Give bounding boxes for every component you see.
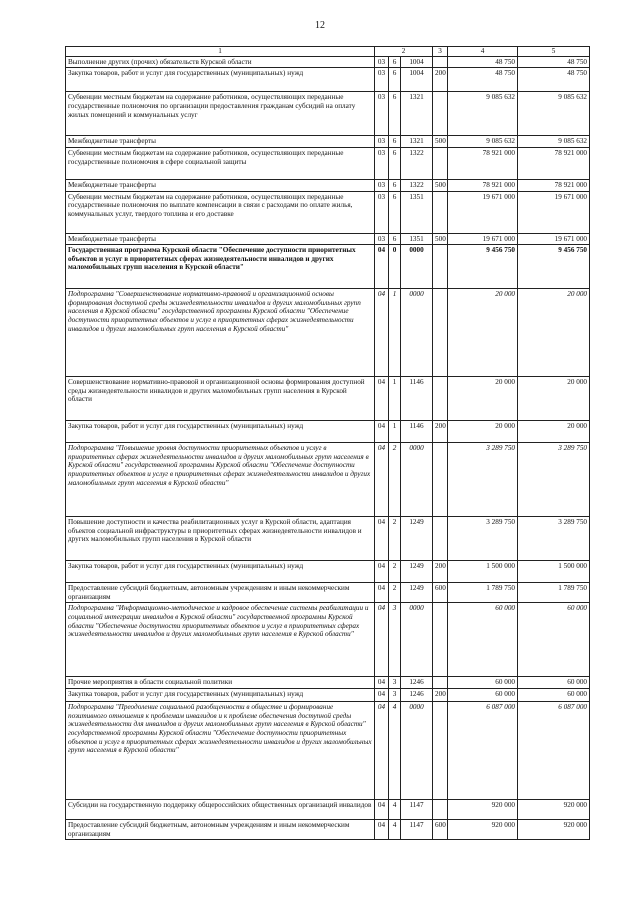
- row-name: Межбюджетные трансферты: [66, 136, 375, 148]
- amount-year-2: 3 289 750: [518, 517, 590, 561]
- row-name: Закупка товаров, работ и услуг для государственных (муниципальных) нужд: [66, 421, 375, 443]
- amount-year-2: 19 671 000: [518, 233, 590, 245]
- code-section: 03: [375, 136, 389, 148]
- code-section: 04: [375, 689, 389, 702]
- code-item: 1147: [401, 800, 433, 820]
- page-number: 12: [315, 20, 325, 31]
- code-section: 04: [375, 603, 389, 677]
- amount-year-2: 19 671 000: [518, 191, 590, 233]
- row-name: Подпрограмма "Повышение уровня доступности приоритетных объектов и услуг в приоритетных сферах жизнедеятельности инвалидов и других маломобильных групп населения в Курской области" государственной программы Курской области "Обеспечение доступности приоритетных объектов и услуг в приоритетных сферах жизнедеятельности инвалидов и других маломобильных групп населения в Курской области": [66, 443, 375, 517]
- amount-year-2: 1 789 750: [518, 583, 590, 603]
- amount-year-2: 1 500 000: [518, 561, 590, 583]
- code-expense-type: [433, 517, 448, 561]
- table-row: [66, 233, 590, 245]
- code-expense-type: [433, 443, 448, 517]
- table-row: [66, 583, 590, 603]
- row-name: Субвенции местным бюджетам на содержание работников, осуществляющих переданные государственные полномочия в сфере социальной защиты: [66, 147, 375, 179]
- code-item: 1322: [401, 147, 433, 179]
- code-expense-type: 200: [433, 421, 448, 443]
- table-row: [66, 689, 590, 702]
- code-section: 04: [375, 583, 389, 603]
- code-expense-type: [433, 245, 448, 289]
- table-row: [66, 92, 590, 136]
- amount-year-1: 3 289 750: [448, 517, 518, 561]
- code-expense-type: [433, 289, 448, 377]
- table-row: [66, 68, 590, 92]
- code-item: 1246: [401, 677, 433, 689]
- code-subsection: 0: [389, 245, 401, 289]
- code-section: 03: [375, 233, 389, 245]
- header-col-4: 4: [448, 47, 518, 57]
- row-name: Повышение доступности и качества реабилитационных услуг в Курской области, адаптация объектов социальной инфраструктуры в приоритетных сферах жизнедеятельности инвалидов и других маломобильных групп населения в Курской области: [66, 517, 375, 561]
- code-section: 04: [375, 800, 389, 820]
- code-expense-type: [433, 56, 448, 68]
- amount-year-2: 78 921 000: [518, 179, 590, 191]
- amount-year-2: 78 921 000: [518, 147, 590, 179]
- amount-year-2: 20 000: [518, 421, 590, 443]
- code-section: 04: [375, 820, 389, 840]
- table-row: [66, 443, 590, 517]
- code-expense-type: [433, 377, 448, 421]
- code-expense-type: [433, 92, 448, 136]
- amount-year-1: 19 671 000: [448, 233, 518, 245]
- code-subsection: 6: [389, 92, 401, 136]
- code-subsection: 6: [389, 179, 401, 191]
- amount-year-2: 9 085 632: [518, 136, 590, 148]
- amount-year-1: 9 456 750: [448, 245, 518, 289]
- amount-year-1: 1 789 750: [448, 583, 518, 603]
- code-section: 03: [375, 191, 389, 233]
- code-expense-type: 200: [433, 68, 448, 92]
- table-row: [66, 421, 590, 443]
- amount-year-1: 9 085 632: [448, 92, 518, 136]
- code-item: 0000: [401, 603, 433, 677]
- code-expense-type: 500: [433, 136, 448, 148]
- table-row: [66, 820, 590, 840]
- amount-year-2: 6 087 000: [518, 702, 590, 800]
- code-subsection: 3: [389, 677, 401, 689]
- row-name: Межбюджетные трансферты: [66, 233, 375, 245]
- code-expense-type: 200: [433, 689, 448, 702]
- amount-year-2: 48 750: [518, 68, 590, 92]
- code-item: 1249: [401, 583, 433, 603]
- table-row: [66, 245, 590, 289]
- code-section: 04: [375, 377, 389, 421]
- code-item: 0000: [401, 702, 433, 800]
- amount-year-2: 20 000: [518, 377, 590, 421]
- code-subsection: 1: [389, 377, 401, 421]
- code-item: 1321: [401, 92, 433, 136]
- code-section: 03: [375, 68, 389, 92]
- table-row: [66, 702, 590, 800]
- code-subsection: 6: [389, 233, 401, 245]
- code-section: 04: [375, 245, 389, 289]
- amount-year-1: 920 000: [448, 820, 518, 840]
- row-name: Предоставление субсидий бюджетным, автономным учреждениям и иным некоммерческим организациям: [66, 820, 375, 840]
- budget-table: [65, 46, 590, 840]
- row-name: Субвенции местным бюджетам на содержание работников, осуществляющих переданные государственные полномочия по выплате компенсации в связи с расходами по оплате жилья, коммунальных услуг, твердого топлива и его доставке: [66, 191, 375, 233]
- table-row: [66, 56, 590, 68]
- code-item: 1246: [401, 689, 433, 702]
- amount-year-1: 20 000: [448, 377, 518, 421]
- code-expense-type: 200: [433, 561, 448, 583]
- amount-year-2: 920 000: [518, 800, 590, 820]
- code-section: 03: [375, 179, 389, 191]
- code-expense-type: 500: [433, 233, 448, 245]
- table-header-row: [66, 47, 590, 57]
- code-item: 1351: [401, 233, 433, 245]
- amount-year-1: 78 921 000: [448, 179, 518, 191]
- code-item: 1004: [401, 56, 433, 68]
- code-item: 1146: [401, 377, 433, 421]
- code-expense-type: 500: [433, 179, 448, 191]
- header-col-3: 3: [433, 47, 448, 57]
- code-section: 04: [375, 702, 389, 800]
- code-item: 1249: [401, 561, 433, 583]
- code-section: 03: [375, 56, 389, 68]
- code-subsection: 4: [389, 800, 401, 820]
- code-subsection: 6: [389, 147, 401, 179]
- amount-year-1: 920 000: [448, 800, 518, 820]
- code-section: 04: [375, 289, 389, 377]
- amount-year-2: 20 000: [518, 289, 590, 377]
- code-expense-type: [433, 677, 448, 689]
- code-section: 03: [375, 147, 389, 179]
- table-row: [66, 289, 590, 377]
- code-item: 1004: [401, 68, 433, 92]
- row-name: Закупка товаров, работ и услуг для государственных (муниципальных) нужд: [66, 561, 375, 583]
- table-row: [66, 191, 590, 233]
- code-expense-type: [433, 191, 448, 233]
- amount-year-1: 1 500 000: [448, 561, 518, 583]
- row-name: Субсидии на государственную поддержку общероссийских общественных организаций инвалидов: [66, 800, 375, 820]
- code-item: 1147: [401, 820, 433, 840]
- code-item: 0000: [401, 289, 433, 377]
- code-item: 1322: [401, 179, 433, 191]
- amount-year-2: 60 000: [518, 689, 590, 702]
- row-name: Подпрограмма "Информационно-методическое и кадровое обеспечение системы реабилитации и социальной интеграции инвалидов в Курской области" государственной программы Курской области "Обеспечение доступности приоритетных объектов и услуг в приоритетных сферах жизнедеятельности инвалидов и других маломобильных групп населения в Курской области": [66, 603, 375, 677]
- amount-year-2: 60 000: [518, 677, 590, 689]
- table-row: [66, 800, 590, 820]
- amount-year-1: 78 921 000: [448, 147, 518, 179]
- code-subsection: 1: [389, 289, 401, 377]
- header-col-2: 2: [375, 47, 433, 57]
- code-section: 04: [375, 561, 389, 583]
- row-name: Совершенствование нормативно-правовой и организационной основы формирования доступной среды жизнедеятельности инвалидов и других маломобильных групп населения в Курской области: [66, 377, 375, 421]
- row-name: Предоставление субсидий бюджетным, автономным учреждениям и иным некоммерческим организациям: [66, 583, 375, 603]
- code-expense-type: 600: [433, 583, 448, 603]
- code-subsection: 4: [389, 702, 401, 800]
- row-name: Закупка товаров, работ и услуг для государственных (муниципальных) нужд: [66, 689, 375, 702]
- amount-year-1: 3 289 750: [448, 443, 518, 517]
- code-subsection: 1: [389, 421, 401, 443]
- code-section: 04: [375, 421, 389, 443]
- table-row: [66, 561, 590, 583]
- amount-year-1: 60 000: [448, 677, 518, 689]
- code-expense-type: [433, 800, 448, 820]
- amount-year-1: 48 750: [448, 68, 518, 92]
- code-expense-type: 600: [433, 820, 448, 840]
- code-item: 1249: [401, 517, 433, 561]
- code-subsection: 3: [389, 603, 401, 677]
- row-name: Выполнение других (прочих) обязательств Курской области: [66, 56, 375, 68]
- row-name: Прочие мероприятия в области социальной политики: [66, 677, 375, 689]
- amount-year-2: 920 000: [518, 820, 590, 840]
- code-subsection: 6: [389, 68, 401, 92]
- code-subsection: 6: [389, 136, 401, 148]
- header-col-1: 1: [66, 47, 375, 57]
- table-row: [66, 377, 590, 421]
- code-section: 03: [375, 92, 389, 136]
- table-row: [66, 136, 590, 148]
- code-subsection: 2: [389, 583, 401, 603]
- amount-year-2: 3 289 750: [518, 443, 590, 517]
- header-col-5: 5: [518, 47, 590, 57]
- amount-year-1: 60 000: [448, 603, 518, 677]
- code-item: 0000: [401, 245, 433, 289]
- code-expense-type: [433, 603, 448, 677]
- table-row: [66, 677, 590, 689]
- amount-year-1: 6 087 000: [448, 702, 518, 800]
- table-row: [66, 517, 590, 561]
- amount-year-1: 9 085 632: [448, 136, 518, 148]
- code-item: 1351: [401, 191, 433, 233]
- amount-year-1: 48 750: [448, 56, 518, 68]
- row-name: Закупка товаров, работ и услуг для государственных (муниципальных) нужд: [66, 68, 375, 92]
- table-row: [66, 179, 590, 191]
- amount-year-1: 20 000: [448, 421, 518, 443]
- code-subsection: 2: [389, 517, 401, 561]
- code-expense-type: [433, 147, 448, 179]
- amount-year-1: 19 671 000: [448, 191, 518, 233]
- amount-year-2: 9 085 632: [518, 92, 590, 136]
- amount-year-1: 60 000: [448, 689, 518, 702]
- code-item: 0000: [401, 443, 433, 517]
- code-subsection: 6: [389, 191, 401, 233]
- table-row: [66, 603, 590, 677]
- code-section: 04: [375, 677, 389, 689]
- amount-year-2: 48 750: [518, 56, 590, 68]
- amount-year-1: 20 000: [448, 289, 518, 377]
- code-subsection: 6: [389, 56, 401, 68]
- row-name: Межбюджетные трансферты: [66, 179, 375, 191]
- amount-year-2: 60 000: [518, 603, 590, 677]
- code-expense-type: [433, 702, 448, 800]
- row-name: Подпрограмма "Преодоление социальной разобщенности в обществе и формирование позитивного отношения к проблемам инвалидов и к проблеме обеспечения доступной среды жизнедеятельности для инвалидов и других маломобильных групп населения в Курской области" государственной программы Курской области "Обеспечение доступности приоритетных объектов и услуг в приоритетных сферах жизнедеятельности инвалидов и других маломобильных групп населения в Курской области": [66, 702, 375, 800]
- table-row: [66, 147, 590, 179]
- amount-year-2: 9 456 750: [518, 245, 590, 289]
- row-name: Субвенции местным бюджетам на содержание работников, осуществляющих переданные государственные полномочия по организации предоставления гражданам субсидий на оплату жилых помещений и коммунальных услуг: [66, 92, 375, 136]
- code-section: 04: [375, 517, 389, 561]
- code-section: 04: [375, 443, 389, 517]
- code-subsection: 3: [389, 689, 401, 702]
- row-name: Государственная программа Курской области "Обеспечение доступности приоритетных объектов и услуг в приоритетных сферах жизнедеятельности инвалидов и других маломобильных групп населения в Курской области": [66, 245, 375, 289]
- code-item: 1146: [401, 421, 433, 443]
- code-subsection: 2: [389, 561, 401, 583]
- code-item: 1321: [401, 136, 433, 148]
- row-name: Подпрограмма "Совершенствование нормативно-правовой и организационной основы формирования доступной среды жизнедеятельности инвалидов и других маломобильных групп населения в Курской области" государственной программы Курской области "Обеспечение доступности приоритетных объектов и услуг в приоритетных сферах жизнедеятельности инвалидов и других маломобильных групп населения в Курской области": [66, 289, 375, 377]
- code-subsection: 2: [389, 443, 401, 517]
- code-subsection: 4: [389, 820, 401, 840]
